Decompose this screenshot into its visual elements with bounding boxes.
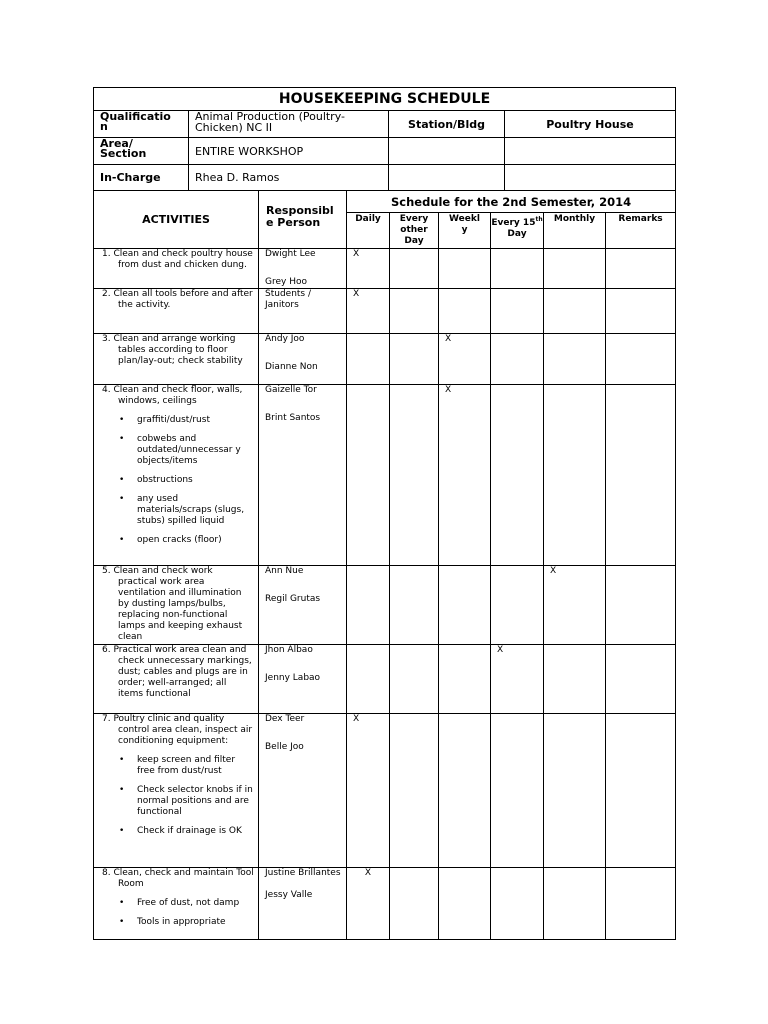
responsible-person-cell bbox=[259, 645, 347, 714]
activity-text: 7. Poultry clinic and quality control area clean, inspect air conditioning equipment: bbox=[102, 714, 253, 746]
activity-cell bbox=[94, 385, 259, 566]
person-name: Jhon Albao bbox=[265, 645, 313, 655]
frequency-cell-weekly bbox=[439, 249, 491, 289]
table-row bbox=[94, 334, 676, 385]
bullet-text: Check if drainage is OK bbox=[137, 826, 242, 836]
frequency-cell-daily bbox=[347, 249, 390, 289]
responsible-person-cell bbox=[259, 385, 347, 566]
frequency-cell-weekly bbox=[439, 385, 491, 566]
frequency-cell-every-15th bbox=[491, 289, 544, 334]
area-label: Area/ Section bbox=[94, 138, 189, 165]
activity-bullet bbox=[98, 494, 254, 527]
schedule-title: Schedule for the 2nd Semester, 2014 bbox=[347, 191, 676, 213]
activity-bullet bbox=[98, 755, 254, 777]
frequency-cell-every-15th bbox=[491, 714, 544, 868]
responsible-person-cell bbox=[259, 714, 347, 868]
activity-text: 2. Clean all tools before and after the activity. bbox=[102, 289, 253, 310]
frequency-cell-remarks bbox=[606, 334, 676, 385]
responsible-person-cell bbox=[259, 289, 347, 334]
activity-text: 8. Clean, check and maintain Tool Room bbox=[102, 868, 254, 889]
frequency-cell-daily bbox=[347, 566, 390, 645]
incharge-label: In-Charge bbox=[94, 165, 189, 191]
person-name: Dianne Non bbox=[265, 362, 318, 372]
frequency-cell-monthly bbox=[544, 289, 606, 334]
bullet-text: open cracks (floor) bbox=[137, 535, 222, 545]
frequency-cell-remarks bbox=[606, 645, 676, 714]
frequency-cell-remarks bbox=[606, 249, 676, 289]
frequency-cell-weekly bbox=[439, 645, 491, 714]
bullet-text: graffiti/dust/rust bbox=[137, 415, 210, 425]
activity-cell bbox=[94, 566, 259, 645]
bullet-text: cobwebs and outdated/unnecessar y objects/items bbox=[137, 434, 241, 466]
area-value: ENTIRE WORKSHOP bbox=[189, 138, 389, 165]
person-name: Justine Brillantes bbox=[265, 868, 341, 878]
frequency-cell-monthly bbox=[544, 385, 606, 566]
frequency-cell-monthly bbox=[544, 868, 606, 940]
blank-cell bbox=[389, 165, 505, 191]
check-mark: X bbox=[497, 645, 504, 655]
person-name: Grey Hoo bbox=[265, 277, 307, 287]
frequency-cell-daily bbox=[347, 334, 390, 385]
frequency-cell-every-15th bbox=[491, 385, 544, 566]
activity-cell bbox=[94, 645, 259, 714]
table-row bbox=[94, 868, 676, 940]
frequency-cell-monthly bbox=[544, 645, 606, 714]
bullet-text: any used materials/scraps (slugs, stubs) spilled liquid bbox=[137, 494, 245, 526]
activity-cell bbox=[94, 289, 259, 334]
every-15th-day-header: Every 15th Day bbox=[491, 213, 544, 249]
frequency-cell-every-other-day bbox=[390, 714, 439, 868]
activity-bullet bbox=[98, 434, 254, 467]
bullet-icon: • bbox=[119, 434, 125, 444]
bullet-text: Check selector knobs if in normal positions and are functional bbox=[137, 785, 253, 817]
activity-text: 6. Practical work area clean and check unnecessary markings, dust; cables and plugs are in order; well-arranged; all items functional bbox=[102, 645, 252, 699]
frequency-cell-every-other-day bbox=[390, 334, 439, 385]
frequency-cell-every-other-day bbox=[390, 385, 439, 566]
blank-cell bbox=[389, 138, 505, 165]
housekeeping-document bbox=[93, 87, 675, 940]
frequency-cell-remarks bbox=[606, 868, 676, 940]
check-mark: X bbox=[445, 385, 452, 395]
frequency-cell-monthly bbox=[544, 566, 606, 645]
activities-header: ACTIVITIES bbox=[94, 191, 259, 249]
frequency-cell-weekly bbox=[439, 566, 491, 645]
bullet-icon: • bbox=[119, 535, 125, 545]
bullet-text: obstructions bbox=[137, 475, 193, 485]
person-name: Belle Joo bbox=[265, 742, 304, 752]
header-table bbox=[93, 87, 676, 191]
activity-bullet bbox=[98, 826, 254, 837]
frequency-cell-every-15th bbox=[491, 566, 544, 645]
person-name: Ann Nue bbox=[265, 566, 304, 576]
frequency-cell-monthly bbox=[544, 334, 606, 385]
frequency-cell-weekly bbox=[439, 868, 491, 940]
frequency-cell-remarks bbox=[606, 289, 676, 334]
frequency-cell-daily bbox=[347, 868, 390, 940]
frequency-cell-every-15th bbox=[491, 334, 544, 385]
person-name: Jessy Valle bbox=[265, 890, 313, 900]
frequency-cell-every-other-day bbox=[390, 566, 439, 645]
bullet-icon: • bbox=[119, 415, 125, 425]
person-name: Andy Joo bbox=[265, 334, 305, 344]
table-row bbox=[94, 566, 676, 645]
activity-cell bbox=[94, 334, 259, 385]
frequency-cell-every-15th bbox=[491, 249, 544, 289]
activity-cell bbox=[94, 249, 259, 289]
activity-bullet bbox=[98, 917, 254, 928]
activity-text: 3. Clean and arrange working tables according to floor plan/lay-out; check stability bbox=[102, 334, 243, 366]
person-name: Dex Teer bbox=[265, 714, 305, 724]
frequency-cell-every-other-day bbox=[390, 868, 439, 940]
person-name: Dwight Lee bbox=[265, 249, 316, 259]
bullet-text: Tools in appropriate bbox=[137, 917, 226, 927]
table-row bbox=[94, 289, 676, 334]
responsible-person-cell bbox=[259, 566, 347, 645]
document-title: HOUSEKEEPING SCHEDULE bbox=[94, 88, 676, 111]
blank-cell bbox=[505, 138, 676, 165]
blank-cell bbox=[505, 165, 676, 191]
person-name: Brint Santos bbox=[265, 413, 321, 423]
frequency-cell-daily bbox=[347, 289, 390, 334]
activity-cell bbox=[94, 868, 259, 940]
frequency-cell-monthly bbox=[544, 249, 606, 289]
frequency-cell-every-other-day bbox=[390, 249, 439, 289]
person-name: Jenny Labao bbox=[265, 673, 321, 683]
bullet-icon: • bbox=[119, 475, 125, 485]
bullet-icon: • bbox=[119, 898, 125, 908]
activity-bullet bbox=[98, 535, 254, 546]
table-row bbox=[94, 714, 676, 868]
frequency-cell-every-other-day bbox=[390, 289, 439, 334]
check-mark: X bbox=[550, 566, 557, 576]
remarks-header: Remarks bbox=[606, 213, 676, 249]
table-row bbox=[94, 249, 676, 289]
activity-bullet bbox=[98, 785, 254, 818]
bullet-icon: • bbox=[119, 755, 125, 765]
frequency-cell-daily bbox=[347, 714, 390, 868]
person-name: Students / Janitors bbox=[265, 289, 312, 310]
check-mark: X bbox=[445, 334, 452, 344]
station-value: Poultry House bbox=[505, 111, 676, 138]
bullet-text: keep screen and filter free from dust/rust bbox=[137, 755, 236, 776]
bullet-icon: • bbox=[119, 826, 125, 836]
frequency-cell-remarks bbox=[606, 566, 676, 645]
activity-text: 1. Clean and check poultry house from dust and chicken dung. bbox=[102, 249, 253, 270]
activity-bullet bbox=[98, 475, 254, 486]
activity-bullet bbox=[98, 898, 254, 909]
frequency-cell-every-15th bbox=[491, 645, 544, 714]
responsible-person-cell bbox=[259, 249, 347, 289]
activity-bullet bbox=[98, 415, 254, 426]
frequency-cell-remarks bbox=[606, 714, 676, 868]
check-mark: X bbox=[353, 714, 360, 724]
weekly-header: Weekl y bbox=[439, 213, 491, 249]
responsible-person-cell bbox=[259, 868, 347, 940]
bullet-icon: • bbox=[119, 917, 125, 927]
activity-text: 4. Clean and check floor, walls, windows, ceilings bbox=[102, 385, 243, 406]
frequency-cell-daily bbox=[347, 385, 390, 566]
frequency-cell-every-15th bbox=[491, 868, 544, 940]
check-mark: X bbox=[364, 868, 372, 878]
frequency-cell-remarks bbox=[606, 385, 676, 566]
activity-cell bbox=[94, 714, 259, 868]
qualification-value: Animal Production (Poultry-Chicken) NC II bbox=[189, 111, 389, 138]
check-mark: X bbox=[353, 289, 360, 299]
activity-text: 5. Clean and check work practical work area ventilation and illumination by dusting lamps/bulbs, replacing non-functional lamps and keeping exhaust clean bbox=[102, 566, 243, 642]
bullet-icon: • bbox=[119, 494, 125, 504]
frequency-cell-weekly bbox=[439, 334, 491, 385]
schedule-table bbox=[93, 190, 676, 940]
bullet-icon: • bbox=[119, 785, 125, 795]
table-row bbox=[94, 385, 676, 566]
frequency-cell-every-other-day bbox=[390, 645, 439, 714]
person-name: Gaizelle Tor bbox=[265, 385, 317, 395]
frequency-cell-daily bbox=[347, 645, 390, 714]
daily-header: Daily bbox=[347, 213, 390, 249]
frequency-cell-weekly bbox=[439, 714, 491, 868]
person-name: Regil Grutas bbox=[265, 594, 321, 604]
check-mark: X bbox=[353, 249, 360, 259]
incharge-value: Rhea D. Ramos bbox=[189, 165, 389, 191]
table-row bbox=[94, 645, 676, 714]
qualification-label: Qualificatio n bbox=[94, 111, 189, 138]
frequency-cell-monthly bbox=[544, 714, 606, 868]
monthly-header: Monthly bbox=[544, 213, 606, 249]
responsible-person-header: Responsibl e Person bbox=[259, 191, 347, 249]
station-label: Station/Bldg bbox=[389, 111, 505, 138]
every-other-day-header: Every other Day bbox=[390, 213, 439, 249]
frequency-cell-weekly bbox=[439, 289, 491, 334]
bullet-text: Free of dust, not damp bbox=[137, 898, 240, 908]
responsible-person-cell bbox=[259, 334, 347, 385]
